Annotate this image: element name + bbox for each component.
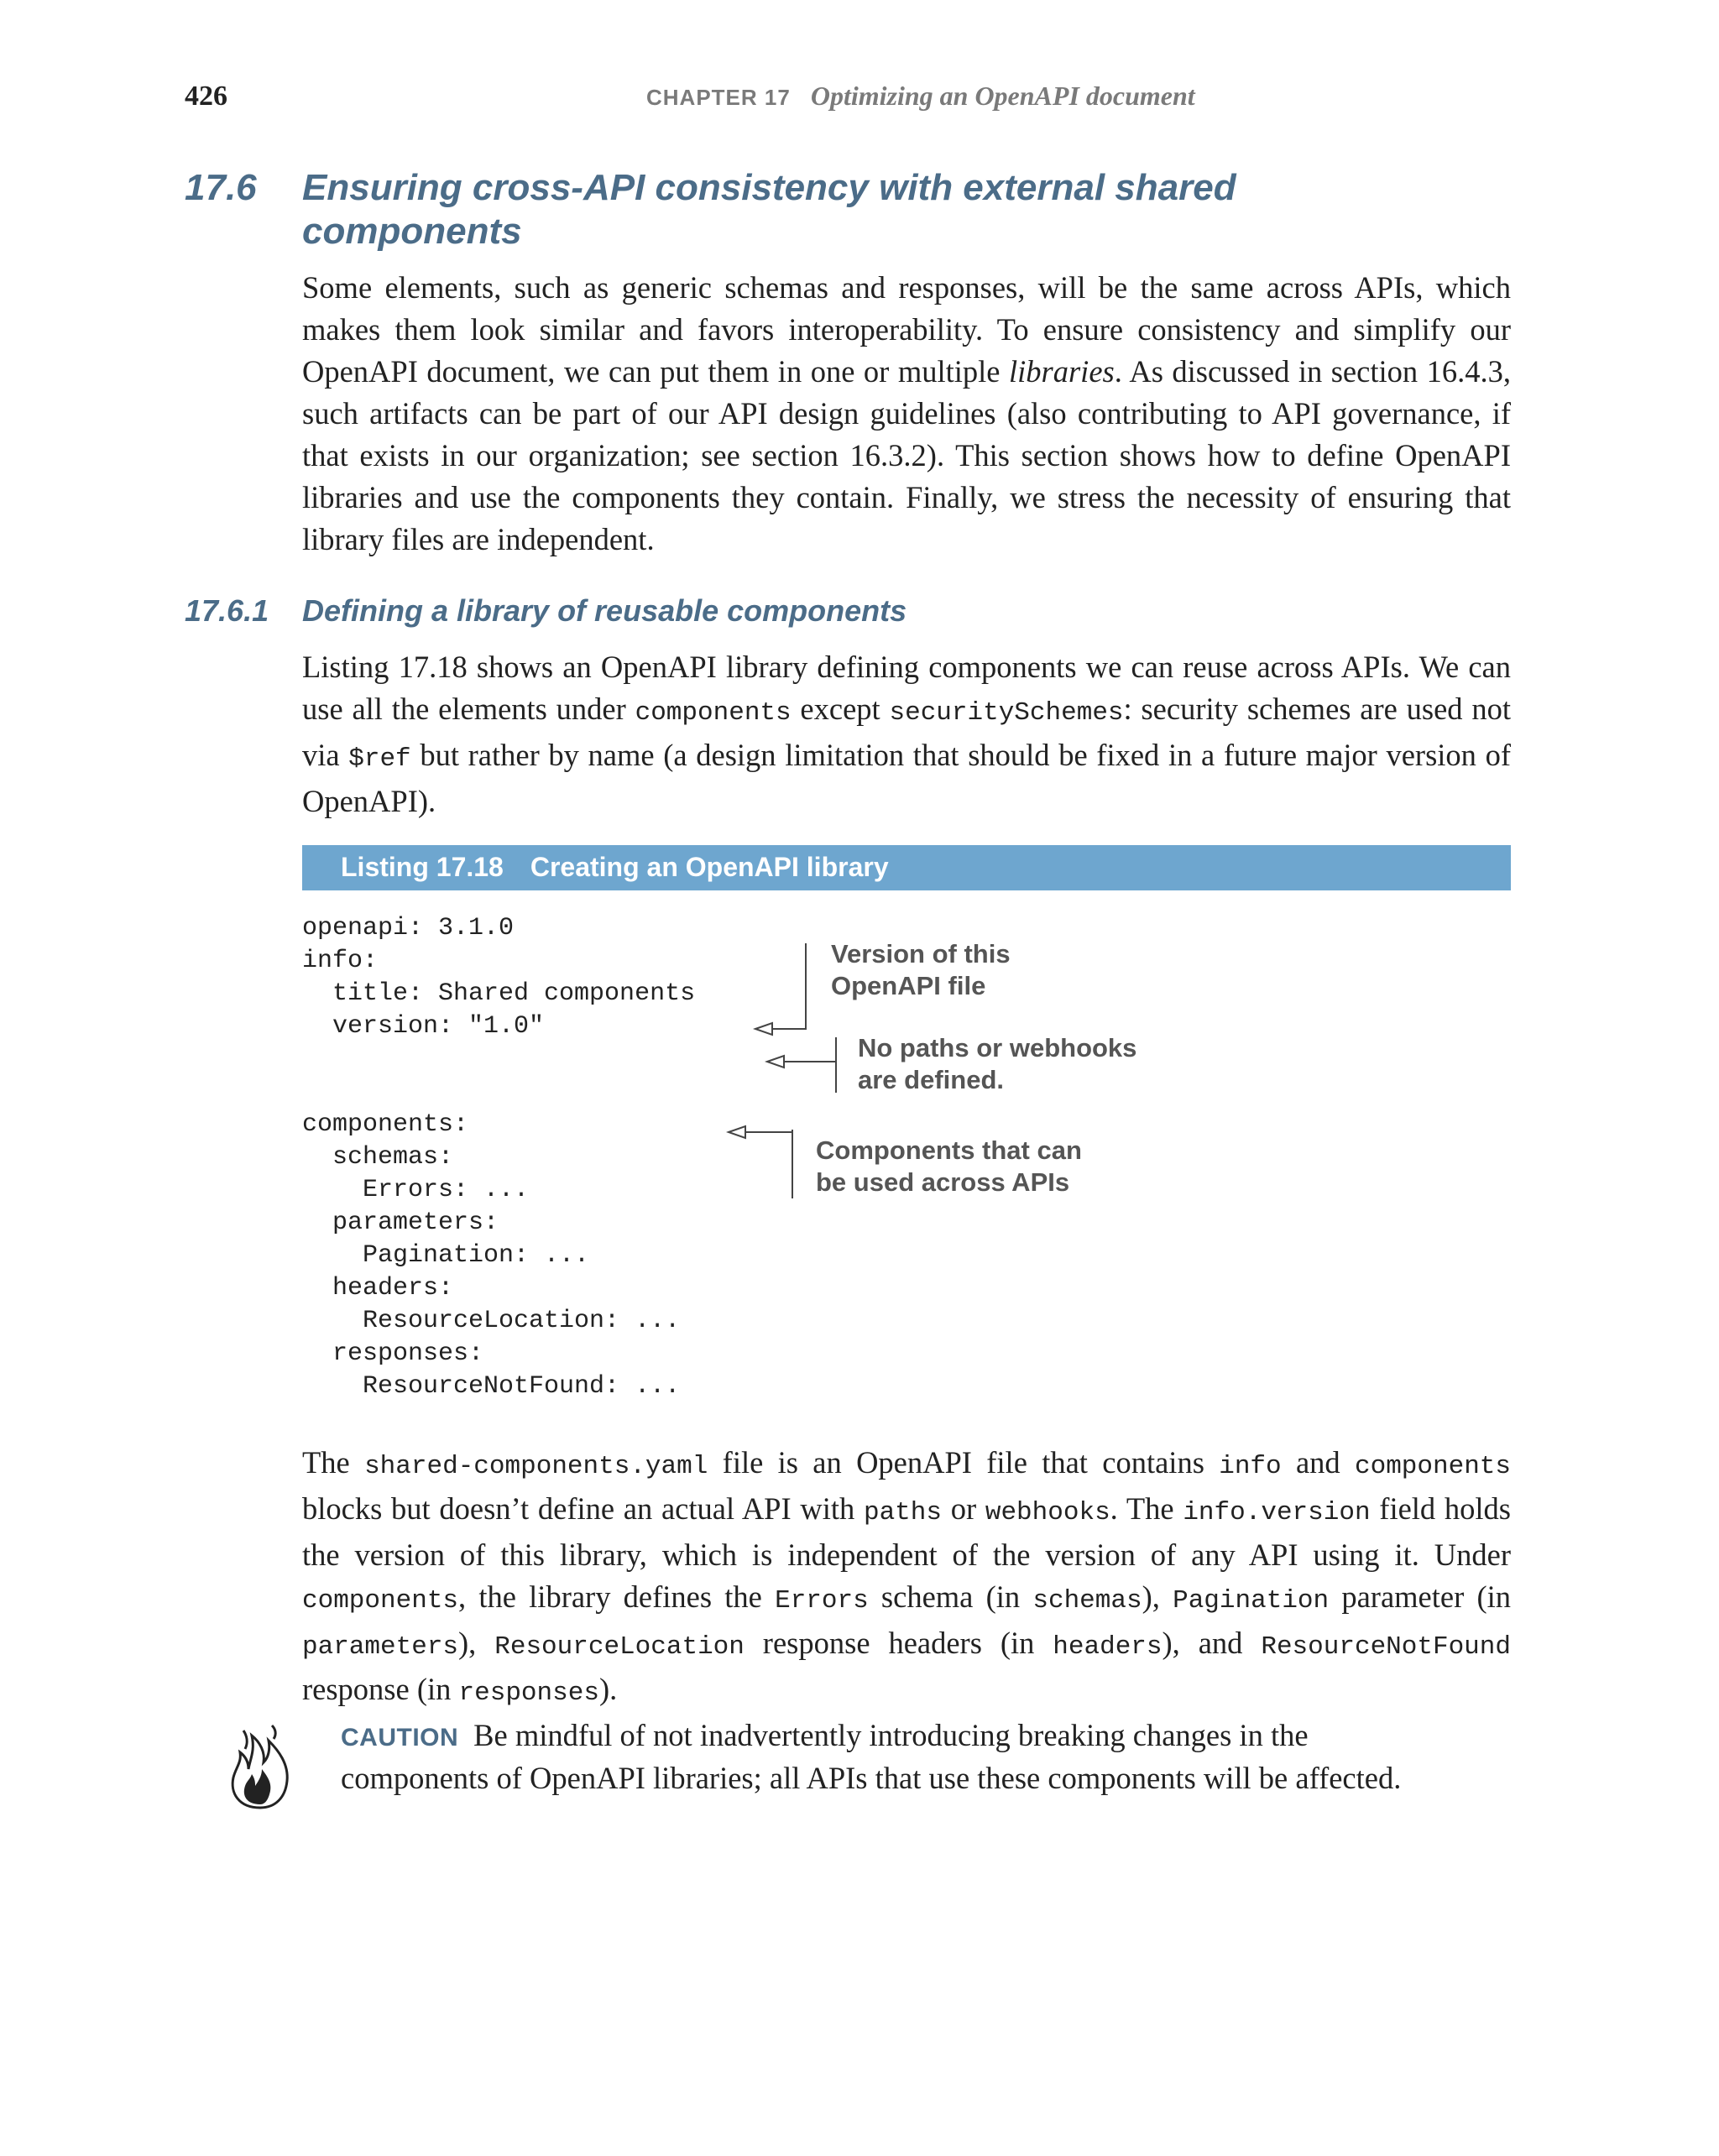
inline-code: ResourceLocation <box>494 1632 745 1662</box>
inline-code: info <box>1219 1452 1282 1481</box>
text-run: blocks but doesn’t define an actual API with <box>302 1491 864 1526</box>
callout-line-version <box>772 943 806 1029</box>
annotation-line: are defined. <box>858 1065 1004 1094</box>
text-run: ). <box>598 1672 618 1706</box>
subsection-title: Defining a library of reusable components <box>302 593 907 628</box>
inline-code: components <box>302 1586 459 1616</box>
subsection-number: 17.6.1 <box>185 593 269 628</box>
section-title: Ensuring cross-API consistency with external shared components <box>302 167 1236 252</box>
text-run: parameter (in <box>1329 1579 1511 1614</box>
inline-code: Errors <box>775 1586 869 1616</box>
explanation-paragraph <box>302 1442 1511 1715</box>
text-run: ), <box>458 1626 495 1660</box>
inline-code: Pagination <box>1173 1586 1330 1616</box>
chapter-label: CHAPTER 17 <box>646 85 791 110</box>
inline-code: webhooks <box>985 1498 1110 1527</box>
text-run: response (in <box>302 1672 459 1706</box>
inline-code: components <box>1354 1452 1512 1481</box>
inline-code: responses <box>458 1678 599 1708</box>
annotation-line: Components that can <box>816 1135 1082 1165</box>
text-run: ), <box>1142 1579 1173 1614</box>
caution-text: Be mindful of not inadvertently introducing breaking changes in the components of OpenAPI libraries; all APIs that use these components will be affected. <box>341 1718 1402 1795</box>
text-run: schema (in <box>868 1579 1033 1614</box>
callout-arrow-version <box>755 1023 772 1035</box>
annotation-line: be used across APIs <box>816 1167 1070 1197</box>
chapter-title: Optimizing an OpenAPI document <box>810 81 1195 111</box>
inline-code: $ref <box>348 744 411 774</box>
annotation-version <box>831 938 1011 1002</box>
annotation-line: OpenAPI file <box>831 971 986 1000</box>
intro-text-2: . As discussed in section 16.4.3, such artifacts can be part of our API design guidelines (also contributing to API governance, if that exists in our organization; see section 16.3.2). This section shows how to define OpenAPI libraries and use the components they contain. Finally, we stress the necessity of ensuring that library files are independent. <box>302 354 1511 556</box>
page-number: 426 <box>185 81 227 112</box>
section-number: 17.6 <box>185 167 257 208</box>
listing-label: Listing 17.18 <box>341 852 504 882</box>
text-run: field holds the version of this library, which is independent of the version of any API using it. Under <box>302 1491 1512 1572</box>
text-run: file is an OpenAPI file that contains <box>708 1445 1220 1480</box>
intro-emphasis: libraries <box>1008 354 1115 389</box>
text-run: ), and <box>1162 1626 1262 1660</box>
listing-title: Creating an OpenAPI library <box>530 852 889 882</box>
inline-code: securitySchemes <box>889 698 1124 728</box>
intro-text-1: Some elements, such as generic schemas and responses, will be the same across APIs, which makes them look similar and favors interoperability. To ensure consistency and simplify our OpenAPI document, we can put them in one or multiple <box>302 270 1511 389</box>
inline-code: parameters <box>302 1632 459 1662</box>
text-run: : security schemes are used not via <box>302 692 1511 772</box>
caution-label: CAUTION <box>341 1724 459 1751</box>
inline-code: paths <box>863 1498 942 1527</box>
inline-code: info.version <box>1183 1498 1371 1527</box>
text-run: or <box>941 1491 985 1526</box>
callout-arrow-no-paths <box>767 1056 784 1068</box>
caution-note <box>341 1715 1440 1798</box>
text-run: but rather by name (a design limitation that should be fixed in a future major version of OpenAPI). <box>302 738 1511 818</box>
text-run: Listing 17.18 shows an OpenAPI library defining components we can reuse across APIs. We can use all the elements under <box>302 650 1511 726</box>
text-run: except <box>791 692 890 726</box>
inline-code: headers <box>1053 1632 1163 1662</box>
inline-code: components <box>635 698 792 728</box>
annotation-components <box>816 1135 1082 1198</box>
flame-caution-icon <box>227 1720 294 1813</box>
annotation-line: Version of this <box>831 939 1011 968</box>
text-run: . The <box>1110 1491 1183 1526</box>
inline-code: shared-components.yaml <box>364 1452 708 1481</box>
annotation-no-paths <box>858 1032 1136 1096</box>
text-run: and <box>1281 1445 1355 1480</box>
annotation-line: No paths or webhooks <box>858 1033 1137 1062</box>
text-run: response headers (in <box>744 1626 1053 1660</box>
inline-code: ResourceNotFound <box>1261 1632 1511 1662</box>
listing-code: openapi: 3.1.0 info: title: Shared components version: "1.0" components: schemas: Errors: ... parameters: Pagination: ... headers: ResourceLocation: ... responses: ResourceNotFound: ... <box>302 914 696 1401</box>
inline-code: schemas <box>1032 1586 1142 1616</box>
text-run: , the library defines the <box>458 1579 776 1614</box>
text-run: The <box>302 1445 365 1480</box>
callout-arrow-components <box>729 1126 745 1138</box>
